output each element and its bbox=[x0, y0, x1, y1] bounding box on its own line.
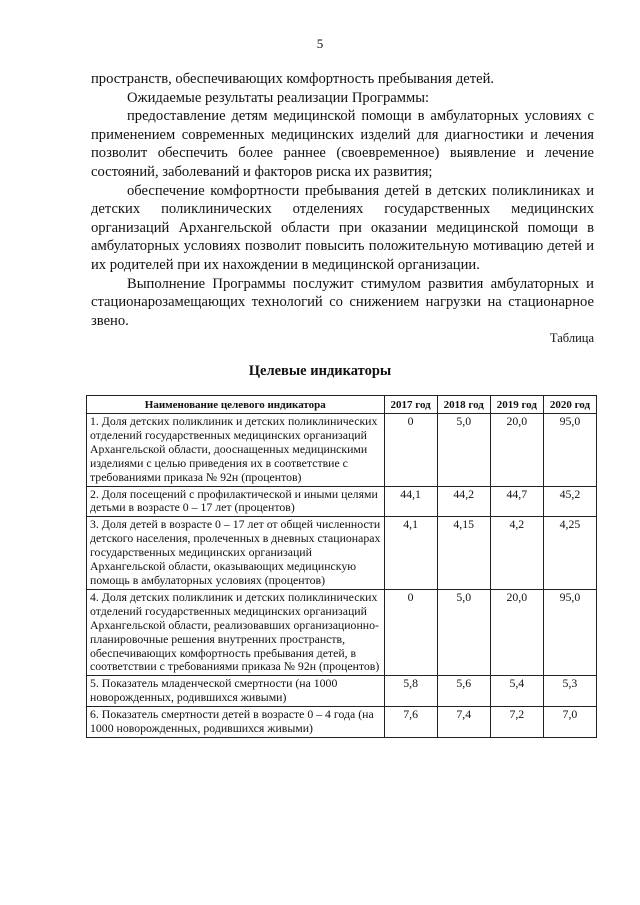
indicator-name: 2. Доля посещений с профилактической и иными целями детьми в возрасте 0 – 17 лет (процентов) bbox=[87, 486, 385, 517]
table-row bbox=[87, 589, 597, 675]
value-cell: 5,3 bbox=[543, 676, 596, 707]
value-cell: 95,0 bbox=[543, 414, 596, 487]
value-cell: 5,6 bbox=[437, 676, 490, 707]
table-row bbox=[87, 517, 597, 590]
table-row bbox=[87, 676, 597, 707]
paragraph-5: Выполнение Программы послужит стимулом развития амбулаторных и стационарозамещающих технологий со снижением нагрузки на стационарное звено. bbox=[91, 275, 594, 329]
value-cell: 4,2 bbox=[490, 517, 543, 590]
column-header: 2018 год bbox=[437, 396, 490, 414]
indicator-name: 3. Доля детей в возрасте 0 – 17 лет от общей численности детского населения, пролеченных в дневных стационарах государственных медицинских организаций Архангельской области, оказывающих медицинскую помощь в амбулаторных условиях (процентов) bbox=[87, 517, 385, 590]
value-cell: 20,0 bbox=[490, 589, 543, 675]
value-cell: 7,4 bbox=[437, 707, 490, 738]
paragraph-2: Ожидаемые результаты реализации Программы: bbox=[127, 89, 430, 106]
paragraph-1: пространств, обеспечивающих комфортность пребывания детей. bbox=[91, 71, 495, 87]
value-cell: 4,25 bbox=[543, 517, 596, 590]
column-header: 2017 год bbox=[384, 396, 437, 414]
table-row bbox=[87, 486, 597, 517]
page-number: 5 bbox=[316, 36, 324, 51]
table-row bbox=[87, 414, 597, 487]
value-cell: 44,7 bbox=[490, 486, 543, 517]
value-cell: 95,0 bbox=[543, 589, 596, 675]
value-cell: 0 bbox=[384, 414, 437, 487]
indicators-table bbox=[86, 395, 597, 738]
body-text bbox=[91, 70, 594, 330]
indicator-name: 1. Доля детских поликлиник и детских поликлинических отделений государственных медицинских организаций Архангельской области, дооснащенных медицинскими изделиями с целью приведения их в соответствие с требованиями приказа № 92н (процентов) bbox=[87, 414, 385, 487]
column-header: Наименование целевого индикатора bbox=[87, 396, 385, 414]
value-cell: 4,1 bbox=[384, 517, 437, 590]
value-cell: 44,1 bbox=[384, 486, 437, 517]
table-row bbox=[87, 707, 597, 738]
value-cell: 7,2 bbox=[490, 707, 543, 738]
value-cell: 44,2 bbox=[437, 486, 490, 517]
paragraph-4: обеспечение комфортности пребывания детей в детских поликлиниках и детских поликлинических отделениях государственных медицинских организаций Архангельской области при оказании медицинской помощи в амбулаторных условиях позволит повысить положительную мотивацию детей и их родителей при их нахождении в медицинской организации. bbox=[91, 182, 594, 273]
value-cell: 5,0 bbox=[437, 589, 490, 675]
value-cell: 0 bbox=[384, 589, 437, 675]
value-cell: 45,2 bbox=[543, 486, 596, 517]
value-cell: 7,0 bbox=[543, 707, 596, 738]
table-title: Целевые индикаторы bbox=[248, 363, 392, 379]
column-header: 2020 год bbox=[543, 396, 596, 414]
value-cell: 5,8 bbox=[384, 676, 437, 707]
indicator-name: 4. Доля детских поликлиник и детских поликлинических отделений государственных медицинских организаций Архангельской области, реализовавших организационно-планировочные решения внутренних пространств, обеспечивающих комфортность пребывания детей, в соответствии с требованиями приказа № 92н (процентов) bbox=[87, 589, 385, 675]
value-cell: 5,4 bbox=[490, 676, 543, 707]
value-cell: 7,6 bbox=[384, 707, 437, 738]
value-cell: 20,0 bbox=[490, 414, 543, 487]
paragraph-3: предоставление детям медицинской помощи в амбулаторных условиях с применением современных медицинских изделий для диагностики и лечения позволит обеспечить более раннее (своевременное) выявление и лечение состояний, заболеваний и факторов риска их развития; bbox=[91, 108, 594, 180]
indicator-name: 6. Показатель смертности детей в возрасте 0 – 4 года (на 1000 новорожденных, родившихся живыми) bbox=[87, 707, 385, 738]
table-caption: Таблица bbox=[549, 331, 594, 345]
column-header: 2019 год bbox=[490, 396, 543, 414]
indicator-name: 5. Показатель младенческой смертности (на 1000 новорожденных, родившихся живыми) bbox=[87, 676, 385, 707]
value-cell: 5,0 bbox=[437, 414, 490, 487]
table-header-row bbox=[87, 396, 597, 414]
value-cell: 4,15 bbox=[437, 517, 490, 590]
